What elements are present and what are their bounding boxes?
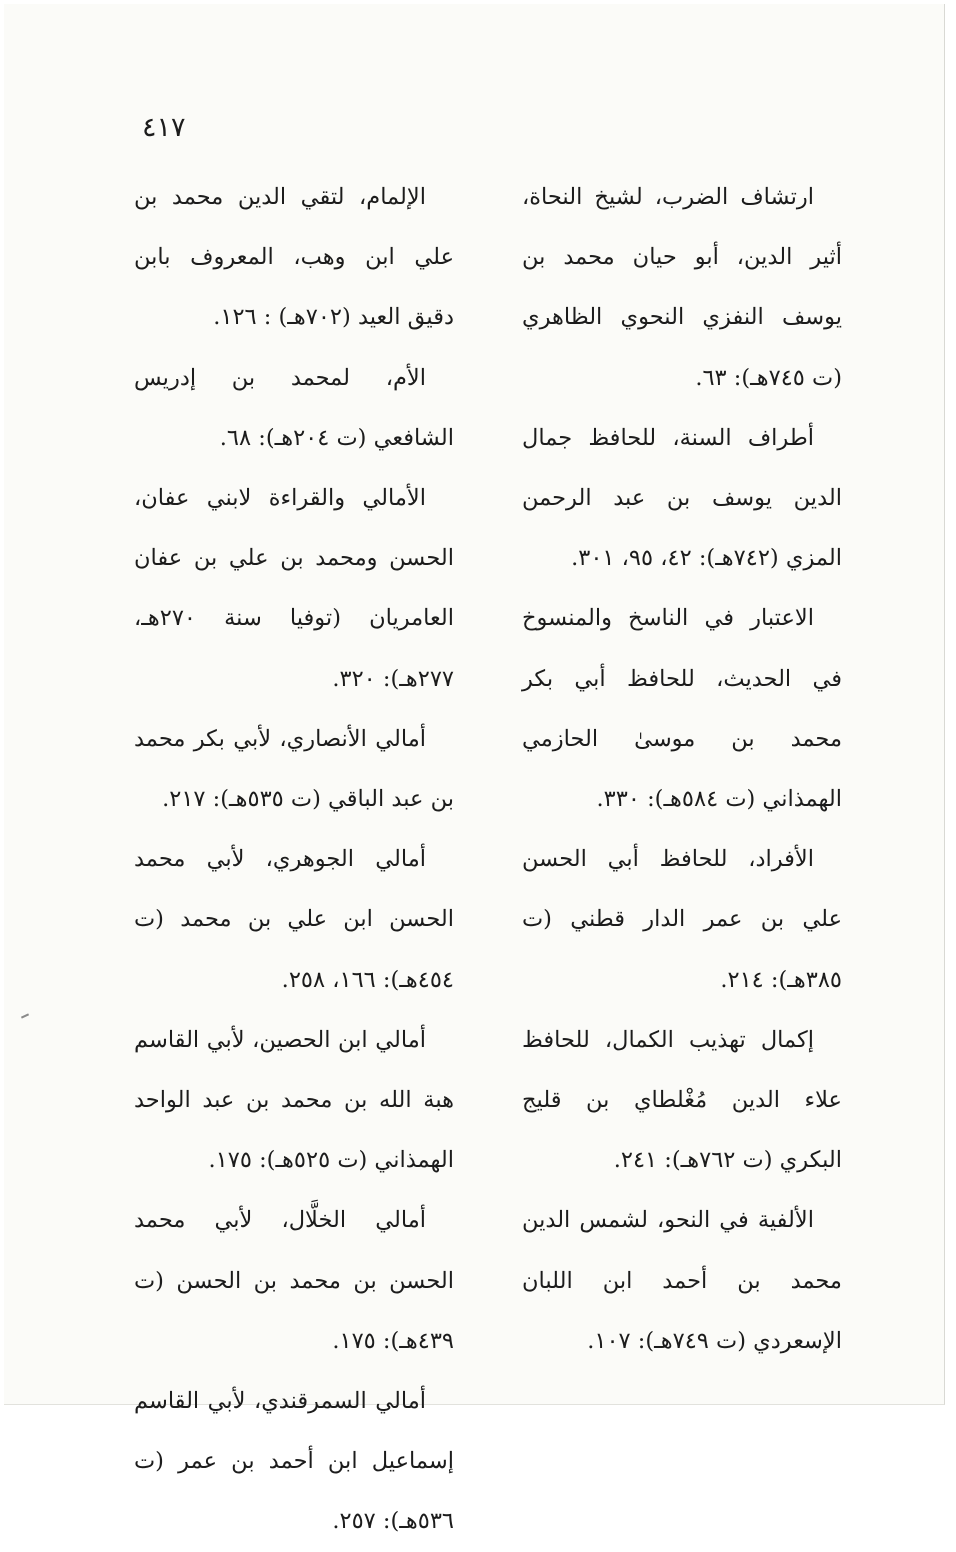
page-number: ٤١٧ xyxy=(142,112,186,143)
index-entry: أطراف السنة، للحافظ جمال الدين يوسف بن عبد الرحمن المزي (٧٤٢هـ): ٤٢، ٩٥، ٣٠١. xyxy=(522,424,842,572)
index-entry: أمالي الجوهري، لأبي محمد الحسن ابن علي بن محمد (ت ٤٥٤هـ): ١٦٦، ٢٥٨. xyxy=(134,846,454,993)
index-entry: الإلمام، لتقي الدين محمد بن علي ابن وهب، المعروف بابن دقيق العيد (٧٠٢هـ) : ١٢٦. xyxy=(134,184,454,331)
index-entry: ارتشاف الضرب، لشيخ النحاة، أثير الدين، أبو حيان محمد بن يوسف النفزي النحوي الظاهري (ت ٧٤٥هـ): ٦٣. xyxy=(522,184,842,391)
index-column-left xyxy=(134,167,454,1552)
book-page xyxy=(4,4,945,1535)
index-entry: أمالي الخلَّال، لأبي محمد الحسن بن محمد بن الحسن (ت ٤٣٩هـ): ١٧٥. xyxy=(134,1207,454,1354)
index-entry: الاعتبار في الناسخ والمنسوخ في الحديث، للحافظ أبي بكر محمد بن موسىٰ الحازمي الهمذاني (ت ٥٨٤هـ): ٣٣٠. xyxy=(522,605,842,813)
index-entry: أمالي الأنصاري، لأبي بكر محمد بن عبد الباقي (ت ٥٣٥هـ): ٢١٧. xyxy=(134,725,454,813)
index-entry: الأم، لمحمد بن إدريس الشافعي (ت ٢٠٤هـ): ٦٨. xyxy=(134,364,454,451)
index-entry: الألفية في النحو، لشمس الدين محمد بن أحمد ابن اللبان الإسعردي (ت ٧٤٩هـ): ١٠٧. xyxy=(522,1207,842,1354)
index-entry: إكمال تهذيب الكمال، للحافظ علاء الدين مُغْلطاي بن قليج البكري (ت ٧٦٢هـ): ٢٤١. xyxy=(522,1026,842,1174)
index-entry: أمالي السمرقندي، لأبي القاسم إسماعيل ابن أحمد بن عمر (ت ٥٣٦هـ): ٢٥٧. xyxy=(134,1388,454,1535)
index-entry: الأفراد، للحافظ أبي الحسن علي بن عمر الدار قطني (ت ٣٨٥هـ): ٢١٤. xyxy=(522,846,842,993)
index-column-right xyxy=(522,167,842,1371)
index-entry: أمالي ابن الحصين، لأبي القاسم هبة الله بن محمد بن عبد الواحد الهمذاني (ت ٥٢٥هـ): ١٧٥. xyxy=(134,1026,454,1174)
index-entry: الأمالي والقراءة لابني عفان، الحسن ومحمد بن علي بن عفان العامريان (توفيا سنة ٢٧٠هـ، ٢٧٧هـ): ٣٢٠. xyxy=(134,485,454,692)
